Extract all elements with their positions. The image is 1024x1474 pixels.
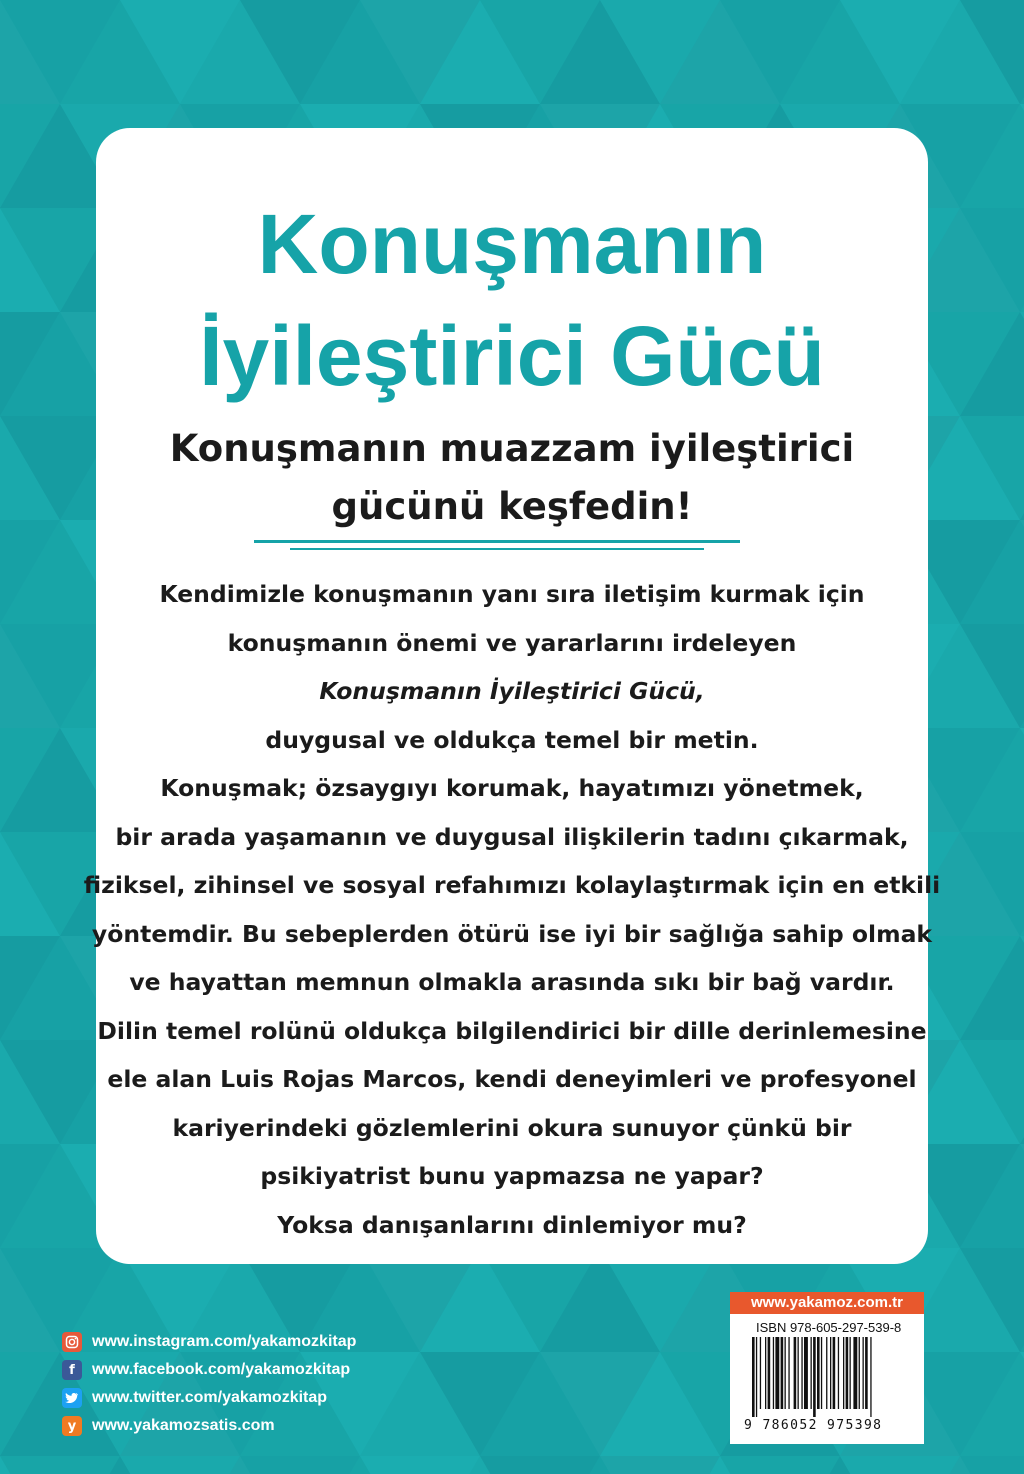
social-link-shop[interactable] (62, 1412, 402, 1440)
blurb-line: psikiyatrist bunu yapmazsa ne yapar? (260, 1162, 764, 1190)
blurb-line: bir arada yaşamanın ve duygusal ilişkilerin tadını çıkarmak, (115, 822, 909, 851)
social-link-twitter[interactable] (62, 1384, 402, 1412)
blurb-line: Konuşmak; özsaygıyı korumak, hayatımızı yönetmek, (160, 774, 864, 802)
barcode-digits: 9 786052 975398 (744, 1418, 883, 1433)
divider-line (254, 540, 740, 543)
blurb-line: kariyerindeki gözlemlerini okura sunuyor çünkü bir (172, 1113, 852, 1142)
subtitle-line-1: Konuşmanın muazzam iyileştirici (169, 427, 855, 470)
social-link-instagram[interactable] (62, 1328, 402, 1356)
blurb-line: Yoksa danışanlarını dinlemiyor mu? (277, 1210, 747, 1239)
facebook-icon: f (62, 1360, 82, 1380)
blurb-line: konuşmanın önemi ve yararlarını irdeleyen (227, 628, 797, 657)
yakamoz-icon: y (62, 1416, 82, 1436)
blurb-line: fiziksel, zihinsel ve sosyal refahımızı kolaylaştırmak için en etkili (83, 871, 941, 899)
social-links (62, 1328, 402, 1440)
blurb-line-book-title: Konuşmanın İyileştirici Gücü, (319, 677, 705, 705)
blurb-line: duygusal ve oldukça temel bir metin. (265, 725, 759, 754)
shop-url: www.yakamozsatis.com (92, 1417, 275, 1434)
facebook-url: www.facebook.com/yakamozkitap (92, 1361, 351, 1378)
blurb-line: ve hayattan memnun olmakla arasında sıkı bir bağ vardır. (129, 968, 895, 996)
blurb-line: Kendimizle konuşmanın yanı sıra iletişim kurmak için (159, 580, 865, 608)
blurb-line: Dilin temel rolünü oldukça bilgilendirici bir dille derinlemesine (97, 1016, 927, 1045)
barcode (752, 1337, 918, 1417)
subtitle (0, 420, 1024, 536)
publisher-website[interactable]: www.yakamoz.com.tr (730, 1292, 924, 1314)
divider-line-thin (290, 548, 704, 550)
twitter-url: www.twitter.com/yakamozkitap (92, 1389, 328, 1406)
blurb-line: ele alan Luis Rojas Marcos, kendi deneyimleri ve profesyonel (107, 1065, 917, 1093)
subtitle-line-2: gücünü keşfedin! (331, 485, 693, 528)
book-title (0, 188, 1024, 412)
isbn-text: ISBN 978-605-297-539-8 (756, 1320, 902, 1335)
title-line-1: Konuşmanın (257, 197, 767, 291)
social-link-facebook[interactable] (62, 1356, 402, 1384)
blurb-line: yöntemdir. Bu sebeplerden ötürü ise iyi bir sağlığa sahip olmak (91, 919, 933, 948)
blurb-text (0, 570, 1024, 1249)
instagram-url: www.instagram.com/yakamozkitap (92, 1333, 357, 1350)
instagram-icon (62, 1332, 82, 1352)
title-line-2: İyileştirici Gücü (199, 309, 825, 403)
twitter-icon (62, 1388, 82, 1408)
